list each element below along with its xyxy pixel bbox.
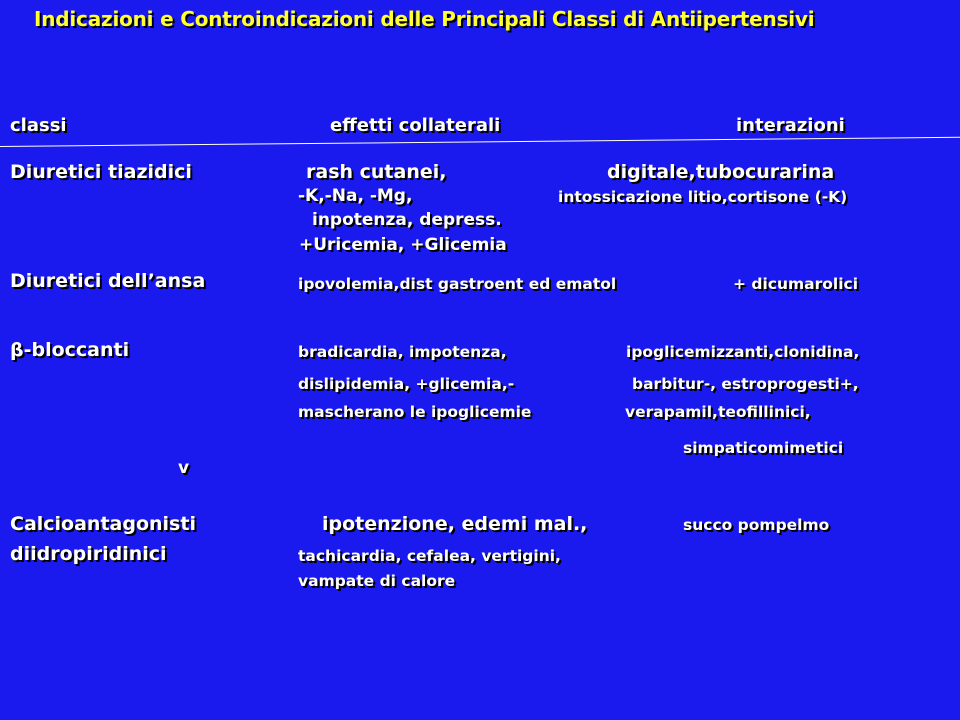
interaction-text: intossicazione litio,cortisone (-K)	[558, 188, 848, 206]
class-diidropiridinici: diidropiridinici	[10, 543, 167, 565]
header-interazioni: interazioni	[736, 115, 845, 136]
marker-v: v	[178, 458, 190, 478]
beta-symbol: β	[10, 339, 24, 361]
class-calcioantagonisti: Calcioantagonisti	[10, 513, 196, 535]
effect-text: +Uricemia, +Glicemia	[299, 235, 507, 255]
effect-text: ipotenzione, edemi mal.,	[322, 513, 588, 535]
interaction-text: ipoglicemizzanti,clonidina,	[626, 343, 860, 361]
interaction-text: verapamil,teofillinici,	[625, 403, 811, 421]
effect-text: rash cutanei,	[306, 161, 447, 183]
class-beta-bloccanti	[10, 341, 129, 360]
effect-text: tachicardia, cefalea, vertigini,	[298, 547, 561, 565]
effect-text: mascherano le ipoglicemie	[298, 403, 532, 421]
header-divider	[0, 137, 960, 147]
interaction-text: simpaticomimetici	[683, 439, 844, 457]
class-diuretici-tiazidici: Diuretici tiazidici	[10, 161, 192, 183]
class-label: -bloccanti	[23, 339, 130, 361]
effect-text: bradicardia, impotenza,	[298, 343, 507, 361]
interaction-text: barbitur-, estroprogesti+,	[632, 375, 859, 393]
effect-text: inpotenza, depress.	[312, 210, 502, 230]
effect-text: ipovolemia,dist gastroent ed ematol	[298, 275, 617, 293]
effect-text: vampate di calore	[298, 572, 456, 590]
interaction-text: succo pompelmo	[683, 516, 830, 534]
effect-text: -K,-Na, -Mg,	[298, 186, 413, 206]
header-effetti-collaterali: effetti collaterali	[330, 115, 501, 136]
interaction-text: + dicumarolici	[733, 275, 859, 293]
class-diuretici-ansa: Diuretici dell’ansa	[10, 270, 206, 292]
slide-title: Indicazioni e Controindicazioni delle Principali Classi di Antiipertensivi	[34, 7, 815, 31]
interaction-text: digitale,tubocurarina	[607, 161, 835, 183]
header-classi: classi	[10, 115, 67, 136]
effect-text: dislipidemia, +glicemia,-	[298, 375, 515, 393]
